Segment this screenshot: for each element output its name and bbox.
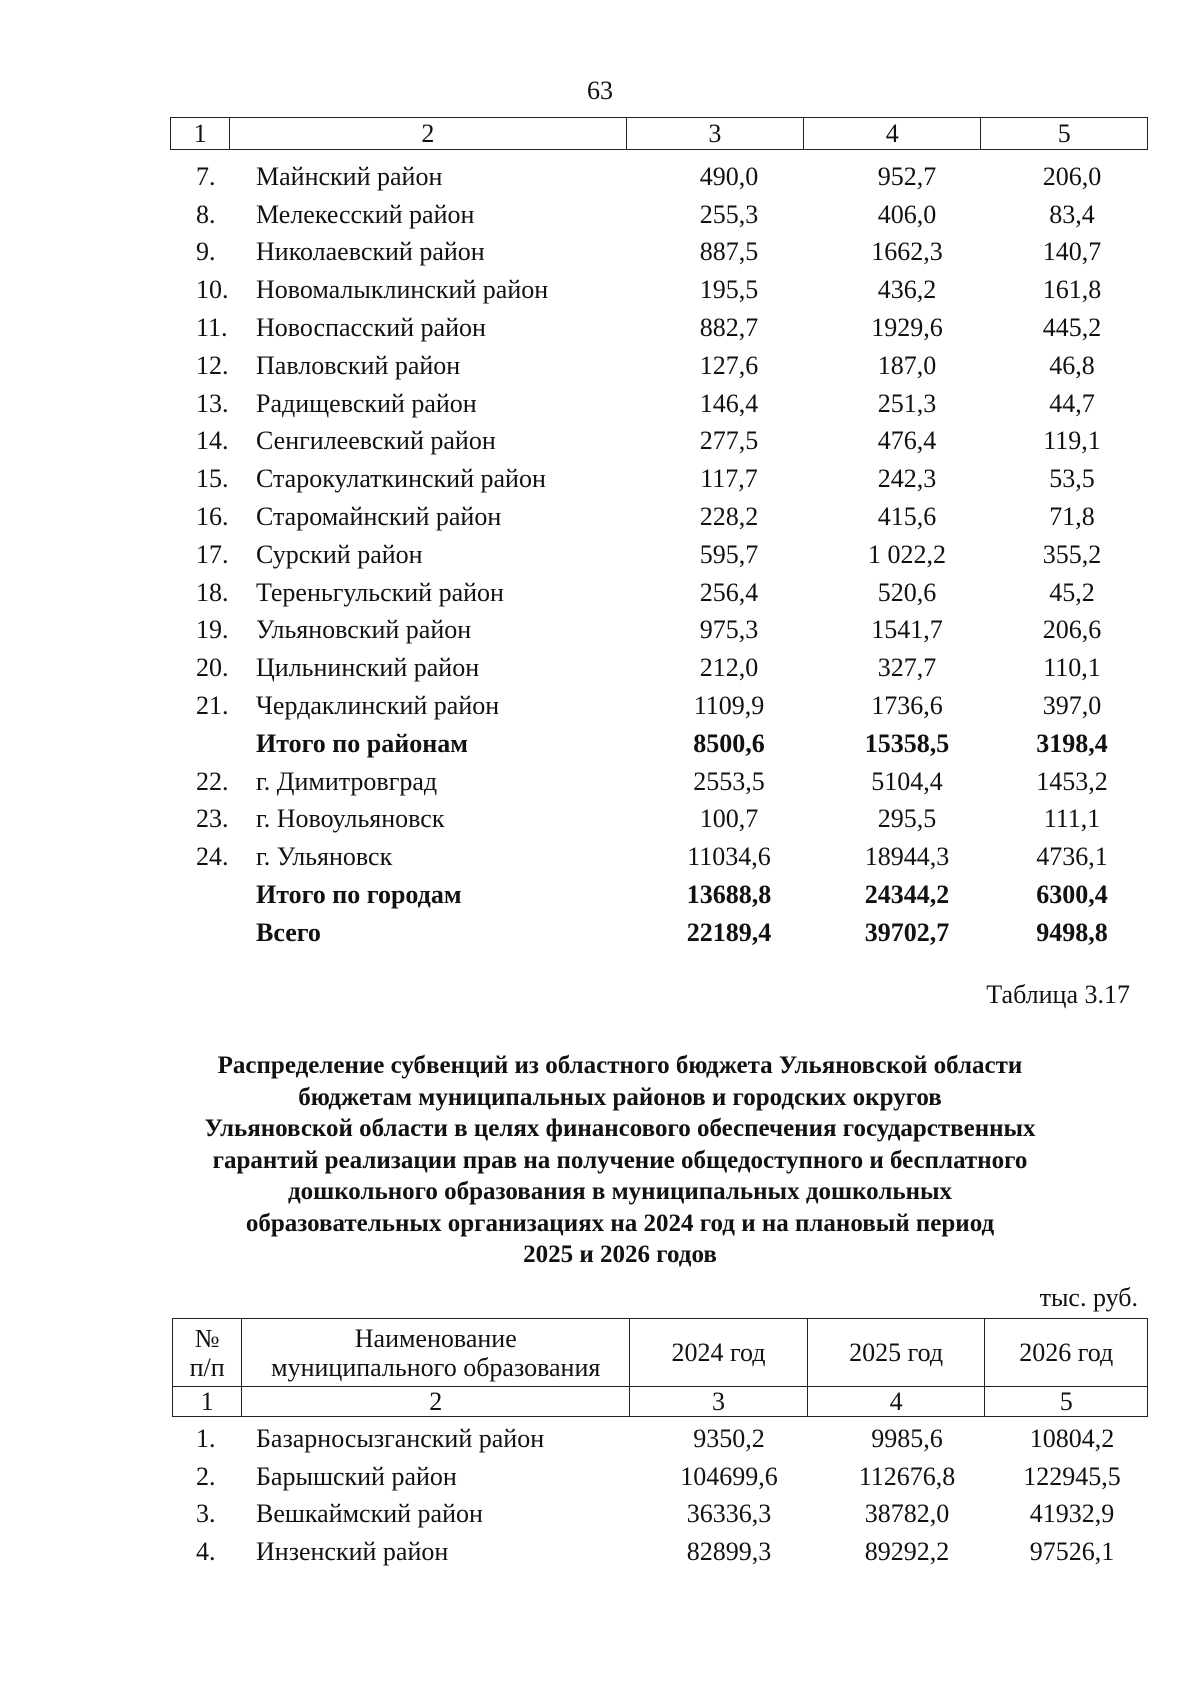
- table-row: [170, 574, 1148, 612]
- table-row: [170, 196, 1148, 234]
- row-value-col5: 140,7: [1042, 237, 1102, 267]
- row-name: Старокулаткинский район: [256, 464, 546, 494]
- row-name: Новоспасский район: [256, 313, 486, 343]
- row-number: 9.: [196, 237, 216, 267]
- row-value-col5: 111,1: [1043, 804, 1101, 834]
- table-row-total: [170, 914, 1148, 952]
- row-number: 19.: [196, 615, 229, 645]
- row-value-col5: 1453,2: [1036, 766, 1108, 796]
- header-num-text: № п/п: [189, 1323, 225, 1382]
- table2-col-number-3: 3: [630, 1387, 808, 1417]
- row-value-col3: 146,4: [699, 388, 759, 418]
- row-value-col5: 6300,4: [1036, 880, 1108, 910]
- row-value-col4: 406,0: [877, 199, 937, 229]
- row-number: 1.: [196, 1423, 216, 1453]
- row-value-col4: 112676,8: [858, 1461, 956, 1491]
- table-row: [170, 1458, 1148, 1496]
- table-row: [170, 158, 1148, 196]
- row-number: 4.: [196, 1537, 216, 1567]
- row-number: 15.: [196, 464, 229, 494]
- table-row: [170, 347, 1148, 385]
- table2-col-number-4: 4: [807, 1387, 985, 1417]
- table-row: [170, 1533, 1148, 1571]
- title-line: Ульяновской области в целях финансового обеспечения государственных: [204, 1115, 1036, 1142]
- table-row: [170, 309, 1148, 347]
- row-value-col3: 887,5: [699, 237, 759, 267]
- row-name: Инзенский район: [256, 1537, 449, 1567]
- row-value-col3: 8500,6: [693, 728, 765, 758]
- row-value-col3: 22189,4: [686, 917, 772, 947]
- table2-body: [170, 1420, 1148, 1571]
- row-number: 24.: [196, 842, 229, 872]
- row-name: Ульяновский район: [256, 615, 472, 645]
- row-value-col4: 952,7: [877, 161, 937, 191]
- title-line: образовательных организациях на 2024 год и на плановый период: [245, 1209, 995, 1237]
- row-value-col3: 13688,8: [686, 880, 772, 910]
- row-number: 3.: [196, 1499, 216, 1529]
- table2-title: [100, 1050, 1140, 1271]
- row-number: 22.: [196, 766, 229, 796]
- row-number: 17.: [196, 539, 229, 569]
- header-2026: 2026 год: [985, 1319, 1148, 1387]
- table-row: [170, 536, 1148, 574]
- table-row: [170, 763, 1148, 801]
- table-row: [170, 687, 1148, 725]
- table1-col-number-5: 5: [981, 118, 1148, 150]
- row-name: Базарносызганский район: [256, 1423, 545, 1453]
- row-name: Чердаклинский район: [256, 691, 500, 721]
- table1-header: [170, 117, 1148, 150]
- table-row: [170, 801, 1148, 839]
- table-row-total: [170, 725, 1148, 763]
- row-value-col3: 228,2: [699, 502, 759, 532]
- row-value-col4: 415,6: [877, 502, 937, 532]
- page-number: 63: [587, 76, 613, 105]
- row-value-col3: 212,0: [699, 653, 759, 683]
- row-name: Майнский район: [256, 161, 443, 191]
- table-row: [170, 498, 1148, 536]
- row-value-col4: 38782,0: [864, 1499, 950, 1529]
- table-row: [170, 234, 1148, 272]
- row-value-col4: 18944,3: [864, 842, 950, 872]
- row-value-col3: 127,6: [699, 350, 759, 380]
- row-name: г. Ульяновск: [256, 842, 393, 872]
- row-value-col4: 1541,7: [871, 615, 943, 645]
- row-value-col4: 251,3: [877, 388, 937, 418]
- row-number: 14.: [196, 426, 229, 456]
- row-value-col5: 119,1: [1043, 426, 1101, 456]
- row-name: Всего: [256, 917, 321, 947]
- row-number: 10.: [196, 275, 229, 305]
- row-value-col3: 100,7: [699, 804, 759, 834]
- row-value-col5: 71,8: [1049, 502, 1095, 532]
- row-value-col5: 206,6: [1042, 615, 1102, 645]
- table1-col-number-3: 3: [626, 118, 803, 150]
- row-value-col3: 104699,6: [680, 1461, 778, 1491]
- row-value-col3: 882,7: [699, 313, 759, 343]
- row-number: 23.: [196, 804, 229, 834]
- table-row: [170, 838, 1148, 876]
- row-value-col3: 82899,3: [686, 1537, 772, 1567]
- row-value-col4: 476,4: [877, 426, 937, 456]
- row-number: 11.: [196, 313, 228, 343]
- table1-col-number-4: 4: [804, 118, 981, 150]
- table2-header: [172, 1318, 1148, 1417]
- row-value-col5: 397,0: [1042, 691, 1102, 721]
- header-2025: 2025 год: [807, 1319, 985, 1387]
- row-value-col4: 89292,2: [864, 1537, 950, 1567]
- row-value-col5: 46,8: [1049, 350, 1095, 380]
- row-value-col5: 355,2: [1042, 539, 1102, 569]
- header-name: [242, 1319, 630, 1387]
- row-value-col4: 15358,5: [864, 728, 950, 758]
- row-number: 13.: [196, 388, 229, 418]
- row-value-col4: 1929,6: [871, 313, 943, 343]
- row-value-col4: 520,6: [877, 577, 937, 607]
- title-line: Распределение субвенций из областного бюджета Ульяновской области: [217, 1052, 1023, 1079]
- table2-col-number-1: 1: [173, 1387, 242, 1417]
- row-value-col3: 595,7: [699, 539, 759, 569]
- table2-col-number-5: 5: [985, 1387, 1148, 1417]
- row-name: Вешкаймский район: [256, 1499, 483, 1529]
- row-number: 16.: [196, 502, 229, 532]
- table-row: [170, 1420, 1148, 1458]
- row-name: Тереньгульский район: [256, 577, 504, 607]
- row-name: Николаевский район: [256, 237, 485, 267]
- row-value-col3: 256,4: [699, 577, 759, 607]
- row-value-col4: 327,7: [877, 653, 937, 683]
- header-2024: 2024 год: [630, 1319, 808, 1387]
- table1-body: [170, 158, 1148, 952]
- row-number: 2.: [196, 1461, 216, 1491]
- row-value-col5: 206,0: [1042, 161, 1102, 191]
- row-name: г. Димитровград: [256, 766, 438, 796]
- table-row: [170, 649, 1148, 687]
- row-value-col3: 490,0: [699, 161, 759, 191]
- row-value-col4: 436,2: [877, 275, 937, 305]
- row-number: 12.: [196, 350, 229, 380]
- row-name: Цильнинский район: [256, 653, 480, 683]
- table1-col-number-1: 1: [171, 118, 230, 150]
- row-value-col3: 1109,9: [693, 691, 765, 721]
- row-value-col4: 295,5: [877, 804, 937, 834]
- row-number: 8.: [196, 199, 216, 229]
- row-value-col4: 187,0: [877, 350, 937, 380]
- row-value-col3: 255,3: [699, 199, 759, 229]
- row-value-col4: 24344,2: [864, 880, 950, 910]
- table-row: [170, 1496, 1148, 1534]
- title-line: бюджетам муниципальных районов и городских округов: [298, 1083, 942, 1111]
- row-value-col5: 53,5: [1049, 464, 1095, 494]
- row-value-col3: 195,5: [699, 275, 759, 305]
- title-line: 2025 и 2026 годов: [523, 1241, 717, 1268]
- row-name: Итого по городам: [256, 880, 462, 910]
- row-value-col3: 975,3: [699, 615, 759, 645]
- row-name: Новомалыклинский район: [256, 275, 549, 305]
- table-label: Таблица 3.17: [986, 980, 1130, 1009]
- row-value-col4: 5104,4: [871, 766, 943, 796]
- table2-col-number-2: 2: [242, 1387, 630, 1417]
- title-line: гарантий реализации прав на получение общедоступного и бесплатного: [212, 1146, 1028, 1174]
- table-row-total: [170, 876, 1148, 914]
- row-value-col5: 9498,8: [1036, 917, 1108, 947]
- row-value-col4: 9985,6: [871, 1423, 943, 1453]
- row-value-col5: 445,2: [1042, 313, 1102, 343]
- row-value-col3: 277,5: [699, 426, 759, 456]
- row-value-col5: 3198,4: [1036, 728, 1108, 758]
- row-value-col4: 242,3: [877, 464, 937, 494]
- row-name: Павловский район: [256, 350, 461, 380]
- row-value-col5: 110,1: [1043, 653, 1101, 683]
- row-value-col5: 4736,1: [1036, 842, 1108, 872]
- table-row: [170, 460, 1148, 498]
- row-number: 20.: [196, 653, 229, 683]
- row-name: Сенгилеевский район: [256, 426, 496, 456]
- row-value-col5: 44,7: [1049, 388, 1095, 418]
- row-value-col5: 45,2: [1049, 577, 1095, 607]
- row-value-col5: 41932,9: [1029, 1499, 1115, 1529]
- row-value-col4: 39702,7: [864, 917, 950, 947]
- row-value-col3: 117,7: [700, 464, 758, 494]
- row-value-col5: 10804,2: [1029, 1423, 1115, 1453]
- row-value-col5: 161,8: [1042, 275, 1102, 305]
- row-value-col3: 9350,2: [693, 1423, 765, 1453]
- title-line: дошкольного образования в муниципальных дошкольных: [287, 1178, 952, 1205]
- table-row: [170, 271, 1148, 309]
- row-value-col3: 2553,5: [693, 766, 765, 796]
- row-name: Мелекесский район: [256, 199, 475, 229]
- row-value-col5: 83,4: [1049, 199, 1095, 229]
- row-value-col3: 36336,3: [686, 1499, 772, 1529]
- table-row: [170, 423, 1148, 461]
- row-name: Сурский район: [256, 539, 423, 569]
- row-number: 18.: [196, 577, 229, 607]
- row-number: 21.: [196, 691, 229, 721]
- row-value-col4: 1662,3: [871, 237, 943, 267]
- row-value-col4: 1 022,2: [868, 539, 946, 569]
- row-name: Старомайнский район: [256, 502, 502, 532]
- header-num: [173, 1319, 242, 1387]
- row-number: 7.: [196, 161, 216, 191]
- row-value-col3: 11034,6: [687, 842, 771, 872]
- row-name: Барышский район: [256, 1461, 457, 1491]
- units-label: тыс. руб.: [1039, 1283, 1138, 1312]
- row-name: Итого по районам: [256, 728, 468, 758]
- table1-col-number-2: 2: [230, 118, 626, 150]
- row-name: Радищевский район: [256, 388, 477, 418]
- row-value-col5: 122945,5: [1023, 1461, 1121, 1491]
- header-name-text: Наименование муниципального образования: [271, 1323, 601, 1382]
- row-value-col4: 1736,6: [871, 691, 943, 721]
- row-value-col5: 97526,1: [1029, 1537, 1115, 1567]
- row-name: г. Новоульяновск: [256, 804, 445, 834]
- table-row: [170, 612, 1148, 650]
- table-row: [170, 385, 1148, 423]
